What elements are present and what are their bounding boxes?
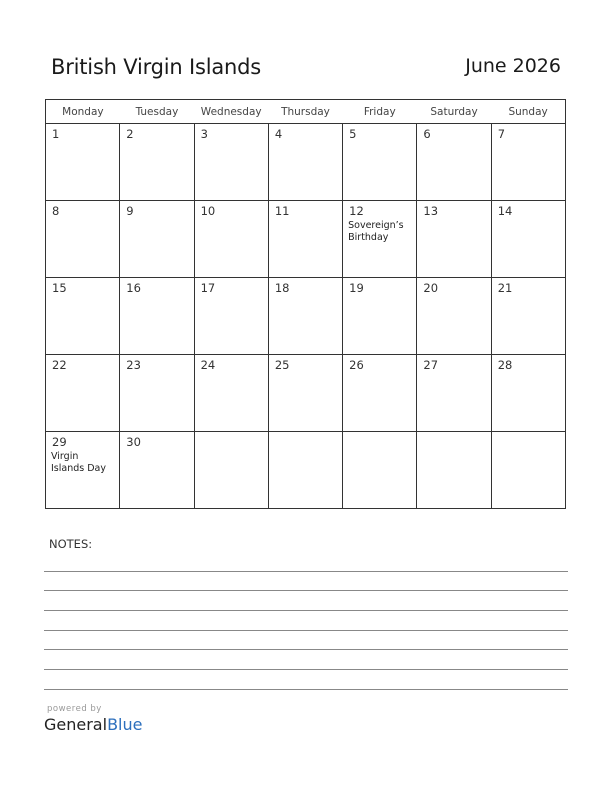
day-number: 17 <box>200 281 216 295</box>
day-number: 8 <box>52 204 60 218</box>
week-row <box>46 355 566 432</box>
day-cell <box>491 278 565 355</box>
brand-general: General <box>44 715 108 734</box>
weekday-header: Friday <box>343 100 417 124</box>
note-line <box>44 650 568 670</box>
day-number: 5 <box>349 127 357 141</box>
day-number: 1 <box>52 127 60 141</box>
note-line <box>44 572 568 592</box>
day-number: 24 <box>200 358 216 372</box>
day-cell <box>417 432 491 509</box>
weekday-header-row <box>46 100 566 124</box>
day-number: 28 <box>497 358 513 372</box>
day-number: 22 <box>52 358 67 372</box>
weekday-header: Monday <box>46 100 120 124</box>
day-cell <box>268 201 342 278</box>
weekday-header: Sunday <box>491 100 565 124</box>
day-cell <box>46 278 120 355</box>
day-cell <box>46 201 120 278</box>
weekday-header: Wednesday <box>194 100 268 124</box>
day-number: 6 <box>423 127 431 141</box>
calendar-month: June 2026 <box>465 55 561 77</box>
day-cell <box>268 278 342 355</box>
day-cell <box>491 124 565 201</box>
day-cell <box>194 355 268 432</box>
brand-logo <box>44 715 142 734</box>
notes-lines <box>44 552 568 690</box>
day-number: 19 <box>349 281 364 295</box>
week-row <box>46 432 566 509</box>
day-cell <box>268 124 342 201</box>
day-number: 21 <box>497 281 513 295</box>
day-number: 15 <box>52 281 67 295</box>
day-cell <box>194 201 268 278</box>
day-number: 13 <box>423 204 439 218</box>
day-cell <box>194 432 268 509</box>
weekday-header: Tuesday <box>120 100 194 124</box>
note-line <box>44 631 568 651</box>
day-number: 2 <box>126 127 134 141</box>
day-cell <box>268 432 342 509</box>
day-cell <box>417 124 491 201</box>
day-cell <box>417 201 491 278</box>
day-number: 11 <box>274 204 290 218</box>
day-number: 12 <box>349 204 364 218</box>
day-number: 7 <box>497 127 506 141</box>
day-number: 4 <box>274 127 283 141</box>
day-number: 23 <box>126 358 141 372</box>
brand-blue: Blue <box>107 715 143 734</box>
day-cell <box>343 278 417 355</box>
day-number: 9 <box>126 204 134 218</box>
day-number: 3 <box>200 127 208 141</box>
day-cell <box>491 432 565 509</box>
day-number: 26 <box>349 358 364 372</box>
day-cell <box>417 355 491 432</box>
day-cell <box>343 124 417 201</box>
day-cell <box>194 278 268 355</box>
weekday-header: Thursday <box>268 100 342 124</box>
footer-brand <box>44 704 142 734</box>
day-number: 16 <box>126 281 141 295</box>
day-number: 29 <box>52 435 67 449</box>
week-row <box>46 278 566 355</box>
day-cell <box>343 432 417 509</box>
day-cell <box>491 201 565 278</box>
day-number: 30 <box>126 435 141 449</box>
notes-label: NOTES: <box>49 537 93 551</box>
calendar-title: British Virgin Islands <box>51 55 262 79</box>
day-number: 18 <box>274 281 290 295</box>
holiday-label: Sovereign’s Birthday <box>348 220 404 243</box>
day-cell <box>120 124 194 201</box>
day-cell <box>120 355 194 432</box>
day-cell <box>343 355 417 432</box>
holiday-label: Virgin Islands Day <box>51 451 106 474</box>
day-cell <box>268 355 342 432</box>
day-cell <box>46 355 120 432</box>
weekday-header: Saturday <box>417 100 491 124</box>
week-row <box>46 124 566 201</box>
day-cell <box>120 201 194 278</box>
calendar-grid <box>45 99 566 509</box>
note-line <box>44 591 568 611</box>
day-cell <box>46 432 120 509</box>
note-line <box>44 670 568 690</box>
day-cell <box>46 124 120 201</box>
day-cell <box>194 124 268 201</box>
week-row <box>46 201 566 278</box>
day-cell <box>417 278 491 355</box>
day-cell <box>120 432 194 509</box>
day-number: 27 <box>423 358 439 372</box>
day-cell <box>491 355 565 432</box>
note-line <box>44 552 568 572</box>
powered-by-text: powered by <box>47 704 102 714</box>
day-number: 14 <box>497 204 513 218</box>
day-number: 20 <box>423 281 439 295</box>
day-cell <box>120 278 194 355</box>
day-number: 25 <box>274 358 290 372</box>
note-line <box>44 611 568 631</box>
day-number: 10 <box>200 204 216 218</box>
day-cell <box>343 201 417 278</box>
